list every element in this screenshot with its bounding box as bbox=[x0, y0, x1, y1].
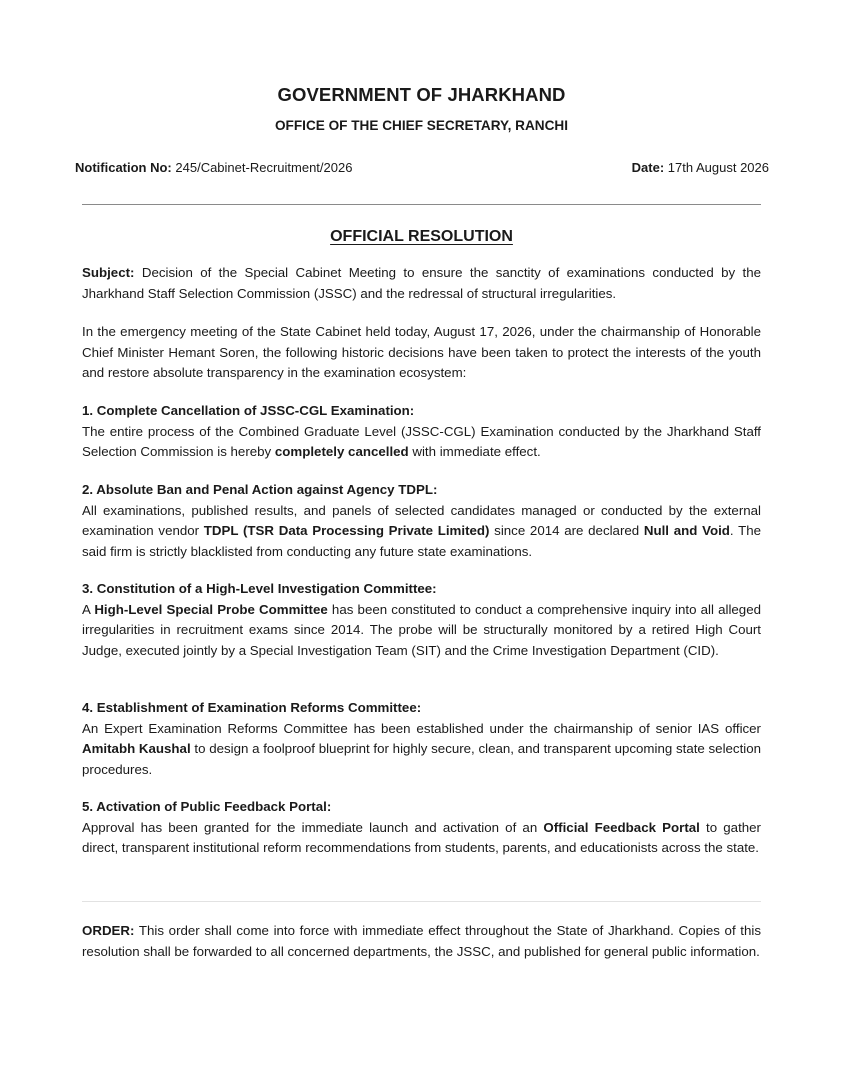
notification-number-label: Notification No: bbox=[75, 160, 172, 175]
notification-number bbox=[75, 160, 352, 175]
section-text: An Expert Examination Reforms Committee has been established under the chairmanship of senior IAS officer bbox=[82, 720, 761, 736]
order-label: ORDER: bbox=[82, 923, 135, 938]
order-divider bbox=[82, 901, 761, 902]
order-text: This order shall come into force with immediate effect throughout the State of Jharkhand. Copies of this resolution shall be forwarded to all concerned departments, the JSSC, and published for general public information. bbox=[82, 923, 761, 959]
section-5 bbox=[82, 797, 761, 859]
notification-date bbox=[632, 160, 769, 175]
section-text: All examinations, published results, and panels of selected candidates managed or conducted by the external examination vendor bbox=[82, 502, 761, 538]
section-bold-text: Null and Void bbox=[643, 523, 730, 538]
section-text: . The said firm is strictly blacklisted from conducting any future state examinations. bbox=[82, 523, 761, 559]
section-heading: 2. Absolute Ban and Penal Action against Agency TDPL: bbox=[82, 482, 438, 497]
notification-date-label: Date: bbox=[631, 160, 665, 175]
notification-number-value: 245/Cabinet-Recruitment/2026 bbox=[175, 160, 353, 175]
section-heading: 1. Complete Cancellation of JSSC-CGL Examination: bbox=[82, 403, 415, 418]
section-text: with immediate effect. bbox=[408, 444, 541, 459]
section-bold-text: completely cancelled bbox=[274, 444, 409, 459]
section-heading: 4. Establishment of Examination Reforms Committee: bbox=[82, 700, 422, 715]
section-text: has been constituted to conduct a comprehensive inquiry into all alleged irregularities in recruitment exams since 2014. The probe will be structurally monitored by a retired High Court Judge, executed jointly by a Special Investigation Team (SIT) and the Crime Investigation Department (CID). bbox=[82, 601, 761, 658]
section-text: to gather direct, transparent institutional reform recommendations from students, parents, and educationists across the state. bbox=[82, 819, 761, 855]
section-bold-text: TDPL (TSR Data Processing Private Limited) bbox=[203, 523, 490, 538]
intro-paragraph: In the emergency meeting of the State Cabinet held today, August 17, 2026, under the chairmanship of Honorable Chief Minister Hemant Soren, the following historic decisions have been taken to protect the interests of the youth and restore absolute transparency in the examination ecosystem: bbox=[82, 324, 761, 380]
section-bold-text: High-Level Special Probe Committee bbox=[94, 601, 328, 617]
header-divider bbox=[82, 204, 761, 205]
section-text: since 2014 are declared bbox=[489, 523, 644, 538]
subject-label: Subject: bbox=[82, 265, 135, 280]
section-heading: 5. Activation of Public Feedback Portal: bbox=[82, 799, 332, 814]
section-3 bbox=[82, 579, 761, 661]
notification-row bbox=[75, 160, 769, 175]
order-paragraph bbox=[82, 921, 761, 962]
office-title: OFFICE OF THE CHIEF SECRETARY, RANCHI bbox=[274, 118, 569, 133]
section-2 bbox=[82, 480, 761, 562]
notification-date-value: 17th August 2026 bbox=[667, 160, 769, 175]
section-text: Approval has been granted for the immediate launch and activation of an bbox=[82, 819, 544, 835]
subject-paragraph bbox=[82, 263, 761, 304]
section-text: The entire process of the Combined Graduate Level (JSSC-CGL) Examination conducted by the Jharkhand Staff Selection Commission is hereby bbox=[82, 423, 761, 459]
section-bold-text: Amitabh Kaushal bbox=[82, 741, 191, 756]
section-4 bbox=[82, 698, 761, 780]
resolution-title: OFFICIAL RESOLUTION bbox=[330, 228, 513, 245]
section-bold-text: Official Feedback Portal bbox=[543, 819, 700, 835]
government-title: GOVERNMENT OF JHARKHAND bbox=[277, 84, 566, 105]
section-heading: 3. Constitution of a High-Level Investigation Committee: bbox=[82, 581, 437, 596]
subject-text: Decision of the Special Cabinet Meeting to ensure the sanctity of examinations conducted by the Jharkhand Staff Selection Commission (JSSC) and the redressal of structural irregularities. bbox=[82, 265, 761, 301]
section-text: to design a foolproof blueprint for highly secure, clean, and transparent upcoming state selection procedures. bbox=[82, 741, 762, 777]
section-1 bbox=[82, 401, 761, 463]
section-text: A bbox=[82, 601, 95, 617]
